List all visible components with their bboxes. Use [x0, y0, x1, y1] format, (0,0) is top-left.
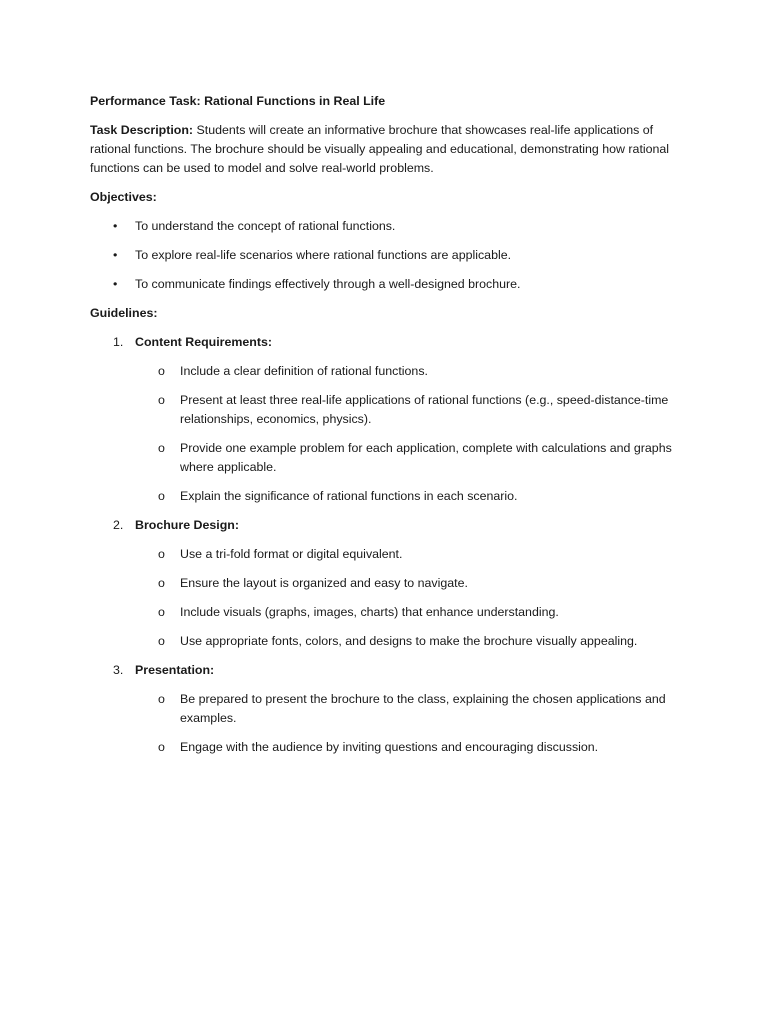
guideline-item [135, 690, 680, 728]
objective-item [90, 246, 680, 265]
guideline-item-text: Use a tri-fold format or digital equivalent. [180, 547, 403, 561]
document-page [90, 92, 680, 767]
guideline-item-text: Use appropriate fonts, colors, and designs to make the brochure visually appealing. [180, 634, 638, 648]
guideline-item [135, 391, 680, 429]
guideline-item-text: Explain the significance of rational functions in each scenario. [180, 489, 518, 503]
guideline-item-text: Present at least three real-life applications of rational functions (e.g., speed-distance-time relationships, economics, physics). [180, 393, 669, 426]
task-description-text: Students will create an informative brochure that showcases real-life applications of rational functions. The brochure should be visually appealing and educational, demonstrating how rational functions can be used to model and solve real-world problems. [90, 123, 670, 175]
guideline-item [135, 487, 680, 506]
guideline-items [135, 545, 680, 651]
guideline-item-text: Engage with the audience by inviting questions and encouraging discussion. [180, 740, 599, 754]
guidelines-heading: Guidelines: [90, 306, 158, 320]
sub-bullet-icon: o [158, 634, 165, 648]
objective-text: To explore real-life scenarios where rational functions are applicable. [135, 248, 512, 262]
task-description-label: Task Description: [90, 123, 194, 137]
sub-bullet-icon: o [158, 364, 165, 378]
guideline-item [135, 603, 680, 622]
guideline-title: Presentation: [135, 663, 215, 677]
sub-bullet-icon: o [158, 393, 165, 407]
guideline-item-text: Be prepared to present the brochure to the class, explaining the chosen applications and examples. [180, 692, 666, 725]
guideline-number: 1. [113, 335, 124, 349]
guideline-items [135, 690, 680, 757]
sub-bullet-icon: o [158, 441, 165, 455]
sub-bullet-icon: o [158, 740, 165, 754]
objective-text: To understand the concept of rational functions. [135, 219, 396, 233]
guideline-item [135, 545, 680, 564]
guideline-item-text: Provide one example problem for each application, complete with calculations and graphs where applicable. [180, 441, 672, 474]
sub-bullet-icon: o [158, 692, 165, 706]
guideline-title: Brochure Design: [135, 518, 239, 532]
task-description [90, 121, 680, 178]
guideline-item [135, 439, 680, 477]
sub-bullet-icon: o [158, 489, 165, 503]
objective-text: To communicate findings effectively through a well-designed brochure. [135, 277, 521, 291]
guideline-section-presentation [90, 661, 680, 757]
guideline-items [135, 362, 680, 506]
bullet-icon: • [113, 277, 118, 291]
guideline-item-text: Ensure the layout is organized and easy to navigate. [180, 576, 468, 590]
guideline-number: 2. [113, 518, 124, 532]
guideline-number: 3. [113, 663, 124, 677]
guideline-item-text: Include visuals (graphs, images, charts) that enhance understanding. [180, 605, 559, 619]
guidelines-list [90, 333, 680, 757]
guideline-item [135, 738, 680, 757]
guideline-title: Content Requirements: [135, 335, 272, 349]
objectives-list [90, 217, 680, 294]
guideline-item-text: Include a clear definition of rational functions. [180, 364, 428, 378]
objective-item [90, 217, 680, 236]
sub-bullet-icon: o [158, 605, 165, 619]
guideline-item [135, 362, 680, 381]
sub-bullet-icon: o [158, 576, 165, 590]
bullet-icon: • [113, 248, 118, 262]
guideline-section-design [90, 516, 680, 651]
objectives-heading: Objectives: [90, 190, 157, 204]
guideline-section-content [90, 333, 680, 506]
objective-item [90, 275, 680, 294]
guideline-item [135, 574, 680, 593]
guideline-item [135, 632, 680, 651]
bullet-icon: • [113, 219, 118, 233]
document-title: Performance Task: Rational Functions in Real Life [90, 94, 386, 108]
sub-bullet-icon: o [158, 547, 165, 561]
